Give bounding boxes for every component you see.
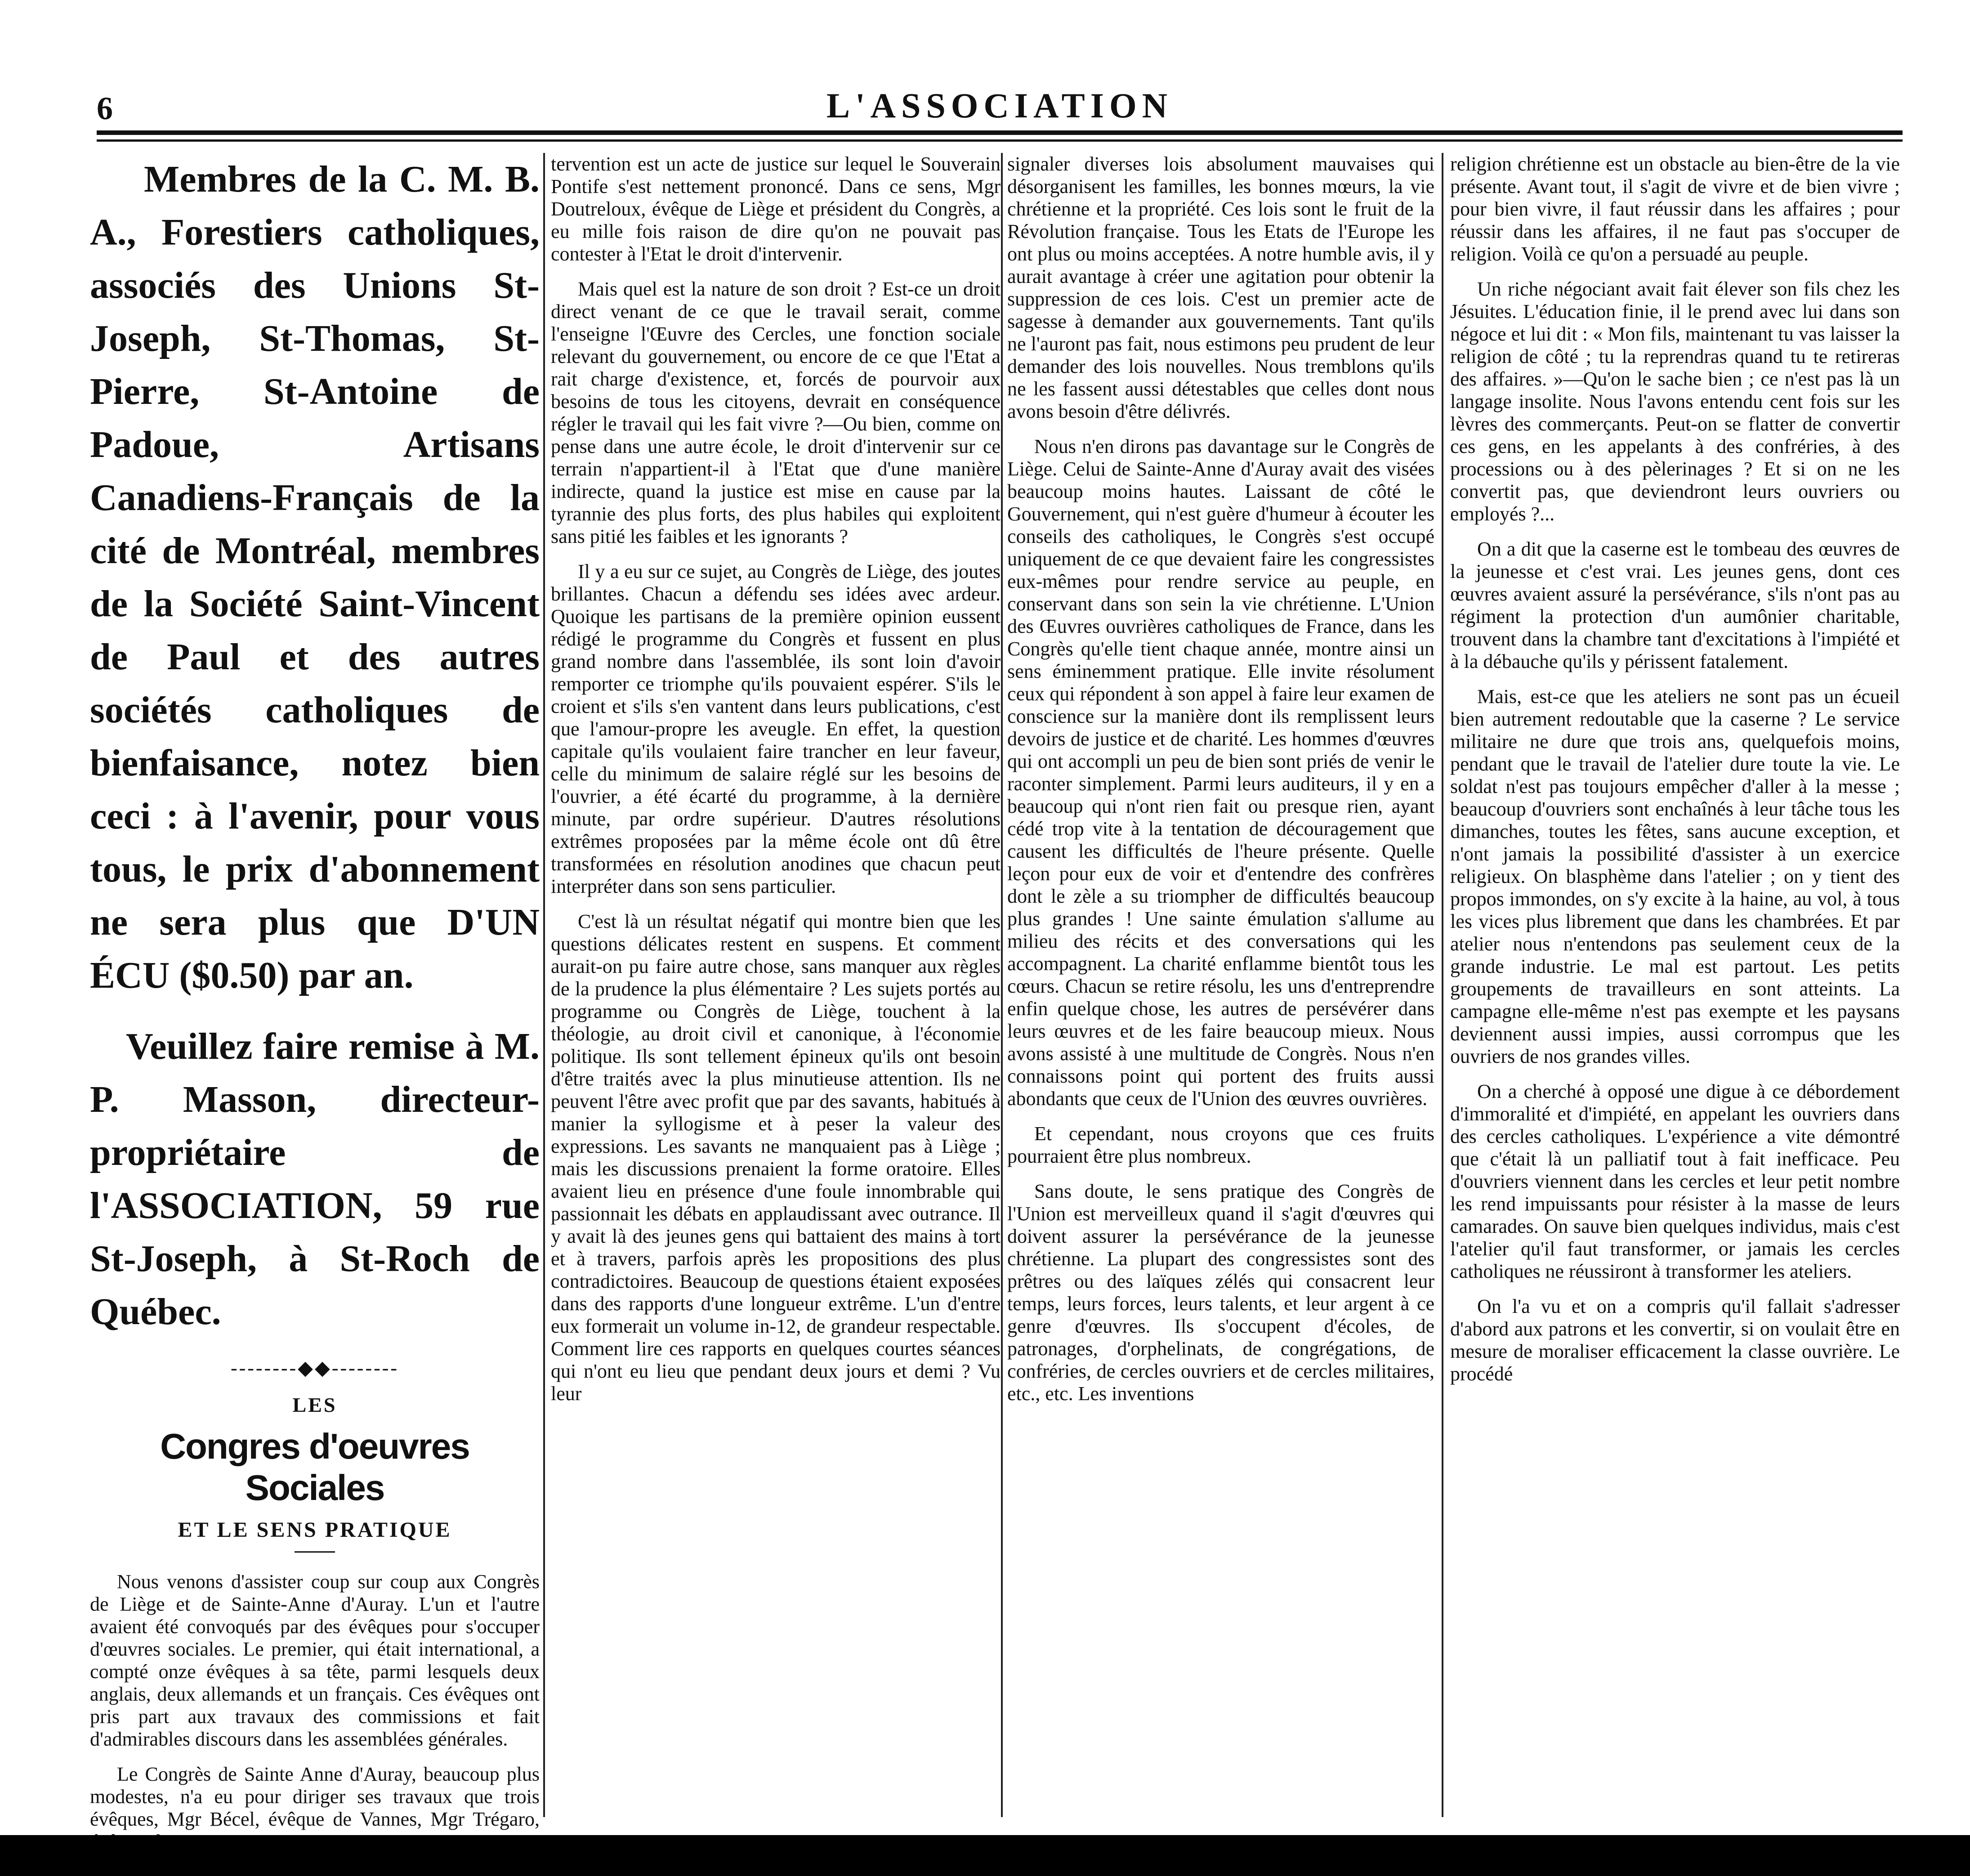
article-heading: Congres d'oeuvres Sociales bbox=[160, 1426, 469, 1508]
article-paragraph: Mais, est-ce que les ateliers ne sont pas un écueil bien autrement redoutable que la caserne ? Le service militaire ne dure que trois ans, quelquefois moins, pendant que le travail de l'atelier dure toute la vie. Le soldat n'est pas toujours empêcher d'aller à la messe ; beaucoup d'ouvriers sont enchaînés à leur tâche tous les dimanches, toutes les fêtes, sans aucune exception, et n'ont jamais la possibilité d'assister à un exercice religieux. On blasphème dans l'atelier ; on y tient des propos immondes, on s'y excite à la haine, au vol, à tous les vices plus librement que dans les chambrées. Et par atelier nous n'entendons pas seulement ceux de la grande industrie. Le mal est partout. Les petits groupements de travailleurs en sont atteints. La campagne elle-même n'est pas exempte et les paysans deviennent aussi impies, aussi corrompus que les ouvriers de nos grandes villes. bbox=[1450, 685, 1900, 1067]
column-2 bbox=[551, 153, 1001, 1817]
masthead-rule-thick bbox=[97, 130, 1903, 135]
article-paragraph: Et cependant, nous croyons que ces fruits pourraient être plus nombreux. bbox=[1007, 1123, 1434, 1167]
short-rule bbox=[295, 1551, 335, 1553]
article-paragraph: Le Congrès de Sainte Anne d'Auray, beaucoup plus modestes, n'a eu pour diriger ses travaux que trois évêques, Mgr Bécel, évêque de Vannes, Mgr Trégaro, bbox=[90, 1763, 540, 1830]
article-paragraph: On a cherché à opposé une digue à ce débordement d'immoralité et d'impiété, en appelant les ouvriers dans des cercles catholiques. L'expérience a vite démontré que c'était là un palliatif tout à fait inefficace. Peu d'ouvriers viennent dans les cercles et leur petit nombre les rend impuissants pour résister à la masse de leurs camarades. On sauve bien quelques individus, mais c'est l'atelier qu'il faut transformer, or jamais les cercles catholiques ne réussiront à transformer les ateliers. bbox=[1450, 1080, 1900, 1282]
article-paragraph: Nous venons d'assister coup sur coup aux Congrès de Liège et de Sainte-Anne d'Auray. L'un et l'autre avaient été convoqués par des évêques pour s'occuper d'œuvres sociales. Le premier, qui était international, a compté onze évêques à sa tête, parmi lesquels deux anglais, deux allemands et un français. Ces évêques ont pris part aux travaux des commissions et fait d'admirables discours dans les assemblées générales. bbox=[90, 1571, 540, 1750]
notice-paragraph: Membres de la C. M. B. A., Forestiers catholiques, associés des Unions St-Joseph, St-Thomas, St-Pierre, St-Antoine de Padoue, Artisans Canadiens-Français de la cité de Montréal, membres de la Société Saint-Vincent de Paul et des autres sociétés catholiques de bienfaisance, notez bien ceci : à l'avenir, pour vous tous, le prix d'abonnement ne sera plus que D'UN ÉCU ($0.50) par an. bbox=[90, 158, 540, 996]
article-paragraph: Sans doute, le sens pratique des Congrès de l'Union est merveilleux quand il s'agit d'œuvres qui doivent assurer la persévérance de la jeunesse chrétienne. La plupart des congressistes sont des prêtres ou des laïques zélés qui consacrent leur temps, leurs forces, leurs talents, et leur argent à ce genre d'œuvres. Ils s'occupent d'écoles, de patronages, d'orphelinats, de congrégations, de confréries, de cercles ouvriers et de cercles militaires, etc., etc. Les inventions bbox=[1007, 1180, 1434, 1405]
article-paragraph: religion chrétienne est un obstacle au bien-être de la vie présente. Avant tout, il s'agit de vivre et de bien vivre ; pour bien vivre, il faut réussir dans les affaires ; pour réussir dans les affaires, il ne faut pas s'occuper de religion. Voilà ce qu'on a persuadé au peuple. bbox=[1450, 153, 1900, 265]
column-3 bbox=[1007, 153, 1434, 1817]
article-paragraph: On l'a vu et on a compris qu'il fallait s'adresser d'abord aux patrons et les convertir, si on voulait être en mesure de moraliser efficacement la classe ouvrière. Le procédé bbox=[1450, 1295, 1900, 1385]
article-paragraph: C'est là un résultat négatif qui montre bien que les questions délicates restent en suspens. Et comment aurait-on pu faire autre chose, sans manquer aux règles de la prudence la plus élémentaire ? Les sujets portés au programme ou Congrès de Liège, touchent à la théologie, au droit civil et canonique, à l'économie politique. Ils sont tellement épineux qu'ils ont besoin d'être traités avec la plus minutieuse attention. Ils ne peuvent l'être avec profit que par des savants, habitués à manier la syllogisme et à peser la valeur des expressions. Les savants ne manquaient pas à Liège ; mais les discussions prenaient la forme oratoire. Elles avaient lieu en présence d'une foule innombrable qui passionnait les débats en applaudissant avec outrance. Il y avait là des jeunes gens qui battaient des mains à tort et à travers, parfois après les propositions des plus contradictoires. Beaucoup de questions étaient exposées dans des rapports d'une longueur extrême. L'un d'entre eux formerait un volume in-12, de grandeur respectable. Comment lire ces rapports en quelques courtes séances qui n'ont eu lieu que pendant deux jours et demi ? Vu leur bbox=[551, 910, 1001, 1405]
article-paragraph: Nous n'en dirons pas davantage sur le Congrès de Liège. Celui de Sainte-Anne d'Auray avait des visées beaucoup moins hautes. Laissant de côté le Gouvernement, qui n'est guère d'humeur à écouter les conseils des catholiques, le Congrès s'est occupé uniquement de ce que devaient faire les congressistes eux-mêmes pour rendre service au peuple, en conservant dans son sein la vie chrétienne. L'Union des Œuvres ouvrières catholiques de France, dans les Congrès qu'elle tient chaque année, montre ainsi un sens éminemment pratique. Elle invite résolument ceux qui répondent à son appel à faire leur examen de conscience sur la manière dont ils remplissent leurs devoirs de justice et de charité. Les hommes d'œuvres qui ont accompli un peu de bien sont priés de venir le raconter simplement. Parmi leurs auditeurs, il y en a beaucoup qui n'ont rien fait ou presque rien, ayant cédé trop vite à la tentation de découragement que causent les difficultés de l'heure présente. Quelle leçon pour eux de voir et d'entendre des confrères dont le zèle a su triompher de difficultés beaucoup plus grandes ! Une sainte émulation s'allume au milieu des récits et des conversations qui les accompagnent. La charité enflamme bientôt tous les cœurs. Chacun se retire résolu, les uns d'entreprendre enfin quelque chose, les autres de persévérer dans leurs œuvres et de les faire beaucoup mieux. Nous avons assisté à une multitude de Congrès. Nous n'en connaissons point qui portent des fruits aussi abondants que ceux de l'Union des œuvres ouvrières. bbox=[1007, 435, 1434, 1110]
article-paragraph: signaler diverses lois absolument mauvaises qui désorganisent les familles, les bonnes mœurs, la vie chrétienne et la propriété. Ces lois sont le fruit de la Révolution française. Tous les Etats de l'Europe les ont plus ou moins acceptées. A notre humble avis, il y aurait avantage à créer une agitation pour obtenir la suppression de ces lois. C'est un premier acte de sagesse à demander aux gouvernements. Tant qu'ils ne l'auront pas fait, nous estimons peu prudent de leur demander des lois nouvelles. Nous tremblons qu'ils ne les fassent aussi détestables que celles dont nous avons besoin d'être délivrés. bbox=[1007, 153, 1434, 422]
column-1 bbox=[90, 153, 540, 1830]
scan-border bbox=[0, 1835, 1970, 1876]
page-number: 6 bbox=[97, 90, 113, 126]
article-paragraph: tervention est un acte de justice sur lequel le Souverain Pontife s'est nettement prononcé. Dans ce sens, Mgr Doutreloux, évêque de Liège et président du Congrès, a eu mille fois raison de dire qu'on ne pouvait pas contester à l'Etat le droit d'intervenir. bbox=[551, 153, 1001, 265]
article-paragraph: On a dit que la caserne est le tombeau des œuvres de la jeunesse et c'est vrai. Les jeunes gens, dont ces œuvres avaient assuré la persévérance, s'ils n'ont pas au régiment la protection d'un aumônier charitable, trouvent dans la chambre tant d'excitations à l'impiété et à la débauche qu'ils y périssent fatalement. bbox=[1450, 538, 1900, 672]
masthead-rule-thin bbox=[97, 139, 1903, 142]
article-paragraph: Un riche négociant avait fait élever son fils chez les Jésuites. L'éducation finie, il le prend avec lui dans son négoce et lui dit : « Mon fils, maintenant tu vas laisser la religion de côté ; tu la reprendras quand tu te retireras des affaires. »—Qu'on le sache bien ; ce n'est pas là un langage insolite. Nous l'avons entendu cent fois sur les lèvres des commerçants. Peut-on se flatter de convertir ces gens, en les appelants à des confréries, à des processions ou à des pèlerinages ? Et si on ne les convertit pas, que deviendront leurs ouvriers ou employés ?... bbox=[1450, 278, 1900, 525]
column-divider bbox=[1001, 153, 1003, 1817]
column-4 bbox=[1450, 153, 1900, 1817]
subscription-notice bbox=[90, 153, 540, 1339]
notice-paragraph: Veuillez faire remise à M. P. Masson, directeur-propriétaire de l'ASSOCIATION, 59 rue St-Joseph, à St-Roch de Québec. bbox=[90, 1025, 540, 1333]
column-divider bbox=[543, 153, 545, 1817]
paper-title: L'ASSOCIATION bbox=[826, 86, 1173, 125]
article-paragraph: Il y a eu sur ce sujet, au Congrès de Liège, des joutes brillantes. Chacun a défendu ses idées avec ardeur. Quoique les partisans de la première opinion eussent rédigé le programme du Congrès et fussent en plus grand nombre dans l'assemblée, ils sont loin d'avoir remporter ce triomphe qu'ils pouvaient espérer. S'ils le croient et s'ils s'en vantent dans leurs publications, c'est que l'amour-propre les aveugle. En effet, la question capitale qu'ils voulaient faire trancher en leur faveur, celle du minimum de salaire réglé sur les besoins de l'ouvrier, a été écarté du programme, à la dernière minute, par ordre supérieur. D'autres résolutions extrêmes proposées par la même école ont dû être transformées en résolution anodines que chacun peut interpréter dans son sens particulier. bbox=[551, 560, 1001, 897]
article-paragraph: Mais quel est la nature de son droit ? Est-ce un droit direct venant de ce que le travail serait, comme l'enseigne l'Œuvre des Cercles, une fonction sociale relevant du gouvernement, ou encore de ce que l'Etat a rait charge d'existence, et, forcés de pourvoir aux besoins de tous les citoyens, devrait en conséquence régler le travail qui les fait vivre ?—Ou bien, comme on pense dans une autre école, le droit d'intervenir sur ce terrain n'appartient-il à l'Etat que d'une manière indirecte, quand la justice est mise en cause par la tyrannie des plus forts, des plus habiles qui exploitent sans pitié les faibles et les ignorants ? bbox=[551, 278, 1001, 547]
article-pre-heading: LES bbox=[292, 1393, 337, 1416]
column-divider bbox=[1442, 153, 1443, 1817]
article-subheading: ET LE SENS PRATIQUE bbox=[178, 1518, 452, 1542]
ornamental-divider: --------◆◆-------- bbox=[230, 1357, 399, 1379]
